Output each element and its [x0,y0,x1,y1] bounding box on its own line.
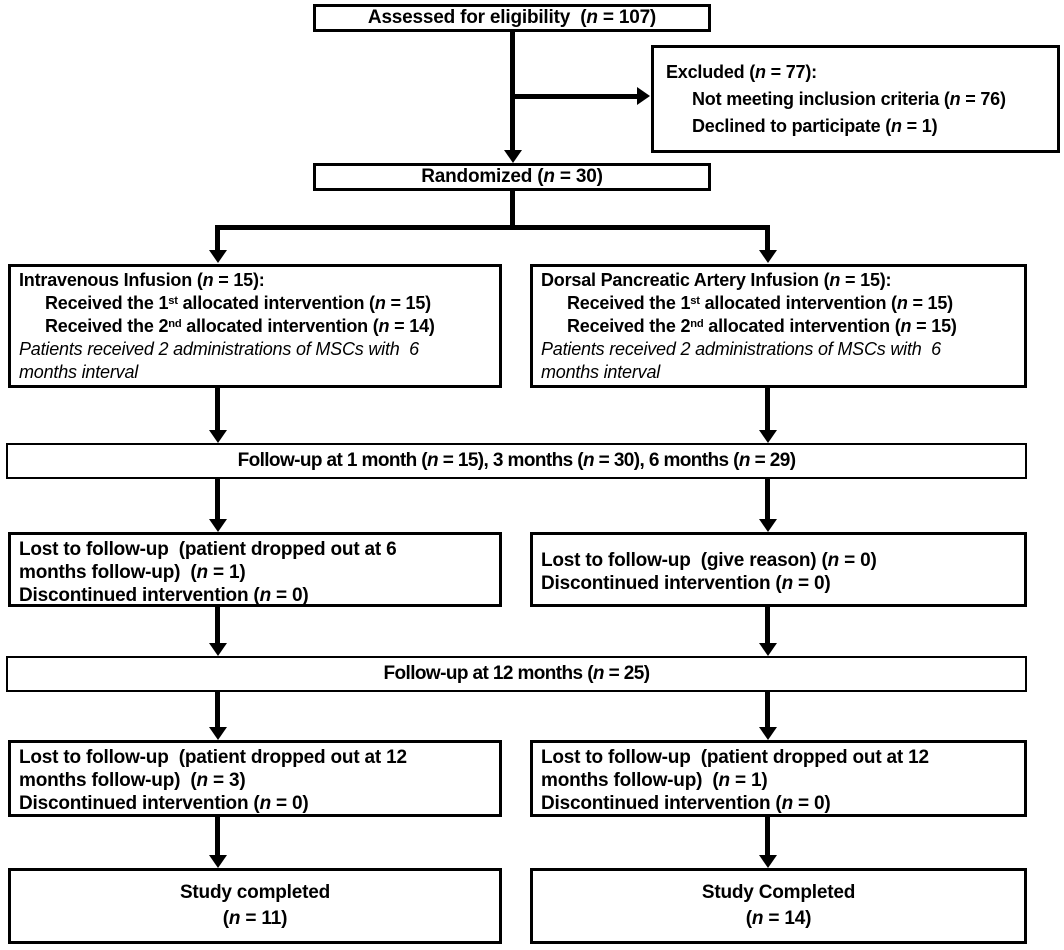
text-segment: n [738,450,750,471]
text-segment: = 1) [901,116,938,136]
assessed-eligibility-box [313,4,711,32]
text-segment: ( [222,908,229,929]
text-line [19,361,493,384]
text-segment: n [202,270,214,290]
dpa-infusion-allocation-box [530,264,1027,388]
text-line [368,7,656,29]
text-segment: n [259,793,271,814]
text-segment: = 76) [960,89,1006,109]
followup-1-3-6-months-box [6,443,1027,479]
dpa-lost-followup-12m-box [530,740,1027,817]
text-segment: = 14) [389,316,435,336]
text-segment: allocated intervention ( [699,293,897,313]
text-line [384,663,650,685]
text-segment: Lost to follow-up (give reason) ( [541,550,828,571]
arrow-followup12-to-dpa-lost12-head-icon [759,727,777,740]
text-segment: Discontinued intervention ( [541,573,782,594]
arrow-assessed-to-excluded-head-icon [637,87,650,105]
text-line [19,338,493,361]
text-segment: Randomized ( [421,166,544,187]
text-segment: n [592,663,604,684]
text-line [702,880,855,906]
text-segment: = 3) [207,770,246,791]
arrow-dpa-lost6-to-followup12-head-icon [759,643,777,656]
arrow-split-to-dpa-allocation-stem [765,225,770,251]
text-segment: n [829,270,841,290]
arrow-split-to-iv-allocation-stem [215,225,220,251]
text-segment: months follow-up) ( [19,770,197,791]
text-segment: = 15) [385,293,431,313]
followup-12-months-box [6,656,1027,692]
text-segment: Received the 2 [45,316,169,336]
text-segment: allocated intervention ( [703,316,901,336]
text-segment: n [949,89,961,109]
text-segment: n [900,316,912,336]
arrow-followup12-to-dpa-lost12-stem [765,692,770,728]
arrow-split-to-dpa-allocation-head-icon [759,250,777,263]
text-line [541,269,1018,292]
ordinal-superscript: nd [690,317,704,330]
text-line [19,315,493,338]
text-segment: n [827,550,840,571]
iv-infusion-allocation-box [8,264,502,388]
text-segment: = 15) [907,293,953,313]
text-line [19,269,493,292]
text-segment: n [781,793,793,814]
text-line [19,292,493,315]
text-line [541,769,1018,792]
arrow-assessed-to-randomized-stem [510,32,515,151]
text-segment: = 0) [839,550,877,571]
text-segment: allocated intervention ( [177,293,375,313]
text-segment: = 15), 3 months ( [438,450,583,471]
text-segment: Lost to follow-up (patient dropped out at 12 [19,747,407,768]
text-line [19,584,493,607]
text-segment: months follow-up) ( [19,562,197,583]
text-line [541,746,1018,769]
text-segment: months interval [541,362,661,382]
text-segment: = 14) [763,908,812,929]
arrow-dpa-lost6-to-followup12-stem [765,607,770,644]
text-segment: = 0) [792,573,831,594]
text-segment: n [228,908,241,929]
text-segment: n [259,585,271,606]
arrow-assessed-to-excluded-stem [512,94,638,99]
arrow-iv-allocation-to-followup-head-icon [209,430,227,443]
text-segment: n [755,62,766,82]
arrow-iv-lost12-to-completed-head-icon [209,855,227,868]
text-segment: = 1) [207,562,246,583]
text-segment: Excluded ( [666,62,756,82]
text-line [666,86,1047,113]
text-line [19,769,493,792]
excluded-box [651,45,1060,153]
text-segment: n [196,770,208,791]
arrow-split-to-iv-allocation-head-icon [209,250,227,263]
text-line [541,792,1018,815]
text-segment: n [543,166,555,187]
text-segment: Patients received 2 administrations of MSCs with 6 [541,339,941,359]
text-segment: = 15): [213,270,265,290]
text-line [541,549,1018,572]
text-line [19,538,493,561]
text-line [541,572,1018,595]
text-segment: n [781,573,793,594]
arrow-iv-allocation-to-followup-stem [215,388,220,431]
text-line [19,561,493,584]
arrow-dpa-allocation-to-followup-stem [765,388,770,431]
arrow-iv-lost6-to-followup12-head-icon [209,643,227,656]
arrow-dpa-lost12-to-completed-stem [765,817,770,856]
arrow-followup-to-iv-lost6-head-icon [209,519,227,532]
text-segment: = 15) [911,316,957,336]
text-segment: Lost to follow-up (patient dropped out at 12 [541,747,929,768]
text-segment: Received the 1 [45,293,169,313]
text-segment: Not meeting inclusion criteria ( [692,89,950,109]
text-segment: = 0) [270,585,309,606]
text-segment: Follow-up at 12 months ( [383,663,593,684]
arrow-dpa-allocation-to-followup-head-icon [759,430,777,443]
text-segment: ( [745,908,752,929]
text-segment: Discontinued intervention ( [19,793,260,814]
text-segment: n [586,7,598,28]
text-segment: months follow-up) ( [541,770,719,791]
text-segment: Patients received 2 administrations of MSCs with 6 [19,339,419,359]
text-line [541,315,1018,338]
arrow-iv-lost12-to-completed-stem [215,817,220,856]
text-line [541,292,1018,315]
iv-lost-followup-6m-box [8,532,502,607]
arrow-iv-lost6-to-followup12-stem [215,607,220,644]
text-line [666,113,1047,140]
text-segment: Discontinued intervention ( [19,585,260,606]
text-segment: n [891,116,902,136]
arrow-dpa-lost12-to-completed-head-icon [759,855,777,868]
arrow-followup12-to-iv-lost12-head-icon [209,727,227,740]
text-segment: Study completed [179,882,331,903]
text-line [19,792,493,815]
text-segment: = 0) [792,793,831,814]
arrow-followup-to-dpa-lost6-stem [765,479,770,520]
text-segment: = 30) [554,166,603,187]
text-segment: Discontinued intervention ( [541,793,782,814]
arrow-randomized-split-crossbar [215,225,770,230]
arrow-followup-to-dpa-lost6-head-icon [759,519,777,532]
text-segment: = 30), 6 months ( [593,450,739,471]
text-segment: = 15): [840,270,892,290]
text-segment: Received the 2 [567,316,691,336]
text-line [746,906,811,932]
text-segment: months interval [19,362,139,382]
iv-study-completed-box [8,868,502,944]
text-line [541,361,1018,384]
text-segment: n [427,450,439,471]
text-segment: n [196,562,208,583]
randomized-box [313,163,711,191]
text-segment: n [718,770,730,791]
arrow-assessed-to-randomized-head-icon [504,150,522,163]
text-segment: Intravenous Infusion ( [19,270,203,290]
text-segment: = 1) [729,770,768,791]
text-segment: allocated intervention ( [181,316,379,336]
text-line [541,338,1018,361]
text-segment: Declined to participate ( [692,116,892,136]
text-segment: Received the 1 [567,293,691,313]
text-segment: = 25) [603,663,650,684]
text-line [666,59,1047,86]
text-line [421,166,603,188]
text-segment: n [751,908,764,929]
text-segment: Dorsal Pancreatic Artery Infusion ( [541,270,830,290]
text-segment: n [374,293,386,313]
dpa-lost-followup-6m-box [530,532,1027,607]
text-line [180,880,330,906]
text-segment: Lost to follow-up (patient dropped out at 6 [19,539,397,560]
text-segment: Follow-up at 1 month ( [237,450,427,471]
dpa-study-completed-box [530,868,1027,944]
text-line [238,450,796,472]
ordinal-superscript: st [690,294,700,307]
text-segment: n [378,316,390,336]
iv-lost-followup-12m-box [8,740,502,817]
text-line [19,746,493,769]
arrow-followup-to-iv-lost6-stem [215,479,220,520]
text-segment: = 0) [270,793,309,814]
text-segment: n [896,293,908,313]
text-segment: n [582,450,594,471]
text-segment: = 107) [597,7,657,28]
text-segment: = 29) [749,450,796,471]
ordinal-superscript: nd [168,317,182,330]
text-segment: = 77): [765,62,817,82]
arrow-followup12-to-iv-lost12-stem [215,692,220,728]
ordinal-superscript: st [168,294,178,307]
text-segment: = 11) [240,908,288,929]
text-segment: Assessed for eligibility ( [367,7,587,28]
text-segment: Study Completed [701,882,856,903]
text-line [223,906,287,932]
